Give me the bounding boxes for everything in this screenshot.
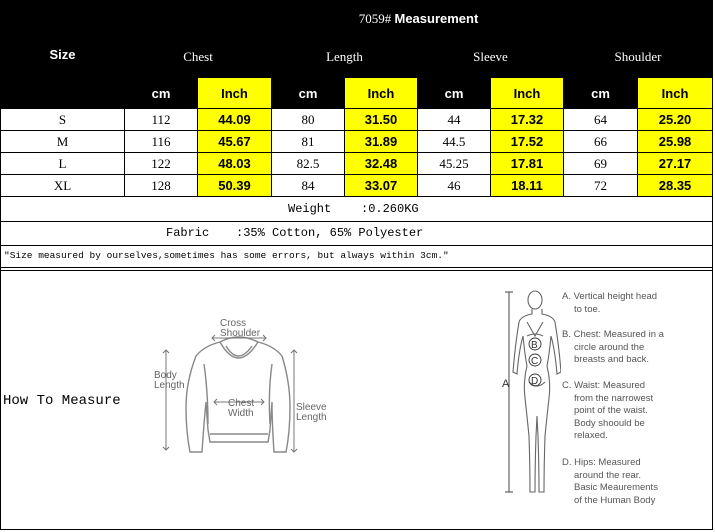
group-length: Length — [272, 37, 418, 78]
unit-inch: Inch — [198, 78, 272, 109]
legend-line: to toe. — [574, 303, 601, 315]
body-length-label-2: Length — [154, 380, 185, 391]
inch-cell: 45.67 — [198, 131, 272, 153]
inch-cell: 31.50 — [345, 109, 418, 131]
cm-cell: 66 — [564, 131, 638, 153]
cm-cell: 72 — [564, 175, 638, 197]
inch-cell: 44.09 — [198, 109, 272, 131]
body-diagram — [497, 286, 561, 506]
row-divider — [0, 221, 712, 222]
legend-line: circle around the — [574, 341, 645, 353]
marker-a: A — [502, 378, 510, 390]
fabric-value: :35% Cotton, 65% Polyester — [236, 226, 424, 240]
size-cell: XL — [1, 175, 125, 197]
group-chest: Chest — [125, 37, 272, 78]
inch-cell: 17.52 — [491, 131, 564, 153]
cm-cell: 112 — [125, 109, 198, 131]
group-sleeve: Sleeve — [418, 37, 564, 78]
legend-line: C. Waist: Measured — [562, 380, 646, 391]
legend-line: from the narrowest — [574, 392, 654, 404]
chest-width-label-2: Width — [228, 408, 254, 419]
cm-cell: 44 — [418, 109, 491, 131]
sweater-outline — [186, 337, 290, 452]
inch-cell: 25.20 — [638, 109, 713, 131]
inch-cell: 27.17 — [638, 153, 713, 175]
legend-line: point of the waist. — [574, 405, 648, 416]
legend-d — [562, 457, 682, 507]
legend-line: around the rear. — [574, 469, 642, 481]
cross-shoulder-label-2: Shoulder — [220, 328, 261, 339]
title-text: Measurement — [394, 10, 479, 26]
cm-cell: 46 — [418, 175, 491, 197]
table-title — [125, 1, 713, 37]
size-cell: M — [1, 131, 125, 153]
legend-line: D. Hips: Measured — [562, 457, 641, 468]
unit-cm: cm — [125, 78, 198, 109]
cm-cell: 64 — [564, 109, 638, 131]
inch-cell: 31.89 — [345, 131, 418, 153]
inch-cell: 25.98 — [638, 131, 713, 153]
inch-cell: 48.03 — [198, 153, 272, 175]
unit-inch: Inch — [491, 78, 564, 109]
inch-cell: 17.32 — [491, 109, 564, 131]
unit-inch: Inch — [345, 78, 418, 109]
legend-a — [562, 291, 682, 316]
cm-cell: 69 — [564, 153, 638, 175]
marker-c: C — [531, 356, 539, 367]
cm-cell: 45.25 — [418, 153, 491, 175]
size-header: Size — [1, 1, 125, 109]
legend-line: breasts and back. — [574, 354, 649, 365]
table-row — [1, 175, 713, 197]
unit-cm: cm — [272, 78, 345, 109]
legend-line: Body shoould be — [574, 417, 645, 429]
row-divider — [0, 245, 712, 246]
sleeve-length-label-2: Length — [296, 412, 327, 423]
legend-line: relaxed. — [574, 430, 608, 441]
inch-cell: 18.11 — [491, 175, 564, 197]
body-measure-lines — [505, 292, 513, 492]
marker-b: B — [531, 340, 538, 351]
legend-line: of the Human Body — [574, 494, 656, 506]
cm-cell: 122 — [125, 153, 198, 175]
size-cell: L — [1, 153, 125, 175]
inch-cell: 17.81 — [491, 153, 564, 175]
cross-shoulder-label-1: Cross — [220, 318, 247, 329]
marker-d: D — [531, 376, 539, 387]
chest-width-label-1: Chest — [228, 398, 255, 409]
table-row — [1, 153, 713, 175]
cm-cell: 82.5 — [272, 153, 345, 175]
sleeve-length-label-1: Sleeve — [296, 402, 327, 413]
legend-line: A. Vertical height head — [562, 291, 658, 302]
unit-cm: cm — [418, 78, 491, 109]
weight-value: :0.260KG — [361, 202, 419, 216]
weight-label: Weight — [288, 202, 332, 216]
inch-cell: 50.39 — [198, 175, 272, 197]
inch-cell: 33.07 — [345, 175, 418, 197]
row-divider — [0, 270, 712, 271]
legend-line: B. Chest: Measured in a — [562, 329, 664, 340]
sweater-diagram — [148, 312, 338, 472]
group-shoulder: Shoulder — [564, 37, 713, 78]
unit-inch: Inch — [638, 78, 713, 109]
cm-cell: 80 — [272, 109, 345, 131]
body-outline — [513, 291, 561, 492]
inch-cell: 28.35 — [638, 175, 713, 197]
body-length-label-1: Body — [154, 370, 177, 381]
title-number: 7059# — [358, 10, 392, 26]
size-cell: S — [1, 109, 125, 131]
cm-cell: 44.5 — [418, 131, 491, 153]
fabric-label: Fabric — [166, 226, 210, 240]
cm-cell: 128 — [125, 175, 198, 197]
table-row — [1, 131, 713, 153]
cm-cell: 84 — [272, 175, 345, 197]
legend-b — [562, 329, 682, 367]
cm-cell: 116 — [125, 131, 198, 153]
legend-c — [562, 380, 682, 443]
inch-cell: 32.48 — [345, 153, 418, 175]
legend-line: Basic Meaurements — [574, 482, 658, 493]
unit-cm: cm — [564, 78, 638, 109]
size-note: "Size measured by ourselves,sometimes has some errors, but always within 3cm." — [4, 250, 449, 261]
how-to-measure-label: How To Measure — [3, 393, 121, 409]
cm-cell: 81 — [272, 131, 345, 153]
size-table — [0, 0, 713, 197]
row-divider — [0, 267, 712, 268]
table-row — [1, 109, 713, 131]
